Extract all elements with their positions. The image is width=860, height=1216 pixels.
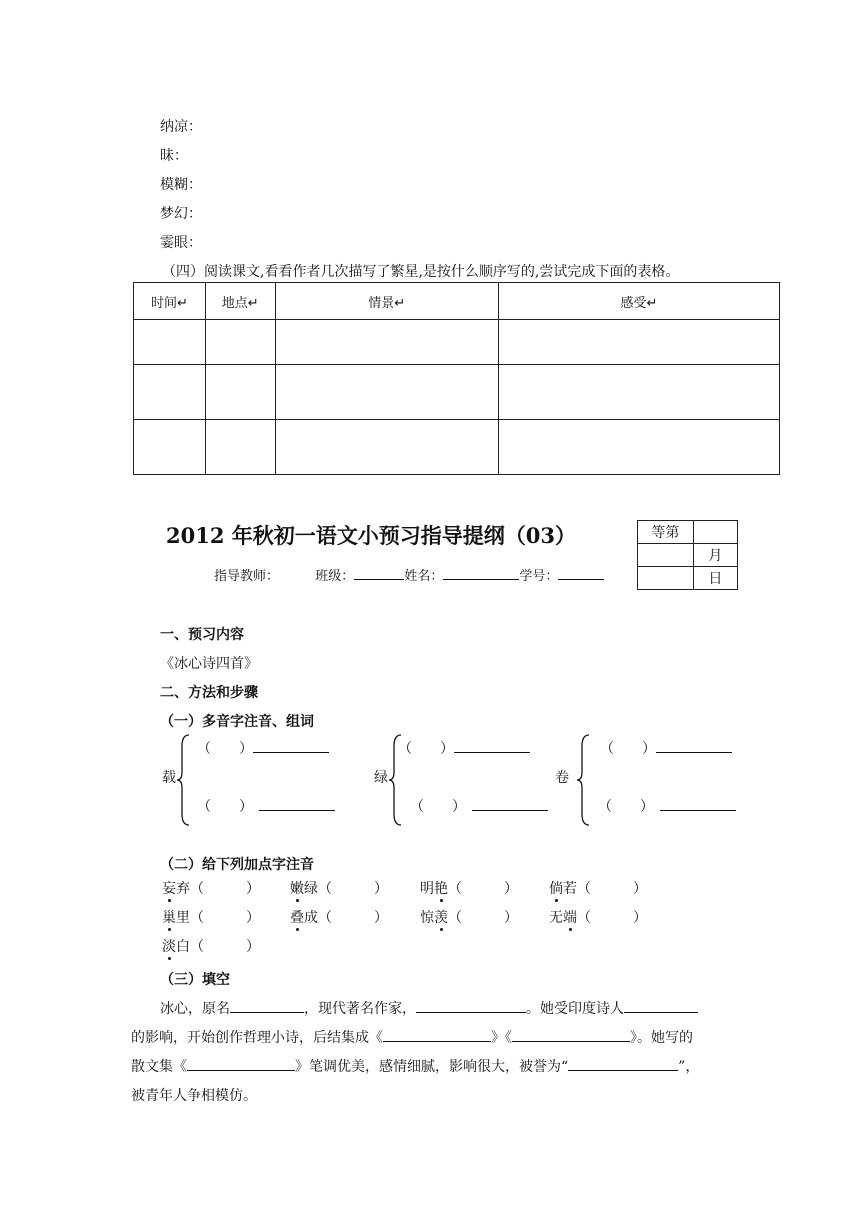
id-label: 学号： xyxy=(519,569,559,584)
word-field[interactable] xyxy=(656,738,732,753)
vocab-item: 梦幻： xyxy=(160,206,202,222)
fill-blank[interactable] xyxy=(383,1027,491,1042)
table-cell[interactable] xyxy=(134,420,206,475)
pinyin-paren: （ ） xyxy=(598,799,654,815)
word-field[interactable] xyxy=(454,738,530,753)
fill-blank[interactable] xyxy=(568,1056,678,1071)
list-item: 明艳（ ） xyxy=(420,881,518,897)
name-label: 姓名： xyxy=(404,569,444,584)
list-item: 嫩绿（ ） xyxy=(290,881,388,897)
table-cell[interactable] xyxy=(275,320,498,365)
list-item: 淡白（ ） xyxy=(162,939,260,955)
fill-line: 散文集《 》笔调优美，感情细腻，影响很大，被誉为“ ”， xyxy=(131,1056,699,1076)
header-feeling: 感受↵ xyxy=(498,283,779,320)
poly-char: 载 xyxy=(162,770,176,786)
list-item: 巢里（ ） xyxy=(162,910,260,926)
pinyin-paren: （ ） xyxy=(410,799,466,815)
vocab-item: 纳凉： xyxy=(160,119,202,135)
table-cell[interactable] xyxy=(498,320,779,365)
info-line xyxy=(214,565,604,584)
brace-icon xyxy=(576,734,590,826)
table-cell[interactable] xyxy=(134,365,206,420)
class-label: 班级： xyxy=(315,569,355,584)
list-item: 惊羡（ ） xyxy=(420,910,518,926)
month-label: 月 xyxy=(693,544,737,567)
fill-blank[interactable] xyxy=(624,998,698,1013)
header-scene: 情景↵ xyxy=(275,283,498,320)
day-label: 日 xyxy=(693,567,737,590)
pinyin-paren: （ ） xyxy=(398,741,454,757)
list-item: 倘若（ ） xyxy=(549,881,647,897)
grade-box xyxy=(637,520,738,590)
vocab-item: 昧： xyxy=(160,148,188,164)
fill-blank[interactable] xyxy=(416,998,526,1013)
table-cell[interactable] xyxy=(498,420,779,475)
fill-blank[interactable] xyxy=(512,1027,630,1042)
word-field[interactable] xyxy=(253,738,329,753)
section1-content: 《冰心诗四首》 xyxy=(160,656,258,672)
grade-value[interactable] xyxy=(693,521,737,544)
pinyin-paren: （ ） xyxy=(600,741,656,757)
pinyin-paren: （ ） xyxy=(197,741,253,757)
table-cell[interactable] xyxy=(275,420,498,475)
task4-instruction: （四）阅读课文,看看作者几次描写了繁星,是按什么顺序写的,尝试完成下面的表格。 xyxy=(162,264,680,280)
word-field[interactable] xyxy=(259,796,335,811)
table-cell[interactable] xyxy=(498,365,779,420)
table-cell[interactable] xyxy=(205,365,275,420)
vocab-item: 模糊： xyxy=(160,177,202,193)
word-field[interactable] xyxy=(472,796,548,811)
brace-icon xyxy=(176,734,190,826)
list-item: 妄弃（ ） xyxy=(162,881,260,897)
table-cell[interactable] xyxy=(134,320,206,365)
pinyin-paren: （ ） xyxy=(197,799,253,815)
poly-char: 卷 xyxy=(555,770,569,786)
name-field[interactable] xyxy=(443,565,519,580)
header-time: 时间↵ xyxy=(134,283,206,320)
teacher-label: 指导教师： xyxy=(214,569,280,584)
id-field[interactable] xyxy=(558,565,604,580)
page-title: 2012 年秋初一语文小预习指导提纲（03） xyxy=(166,523,576,548)
fill-blank[interactable] xyxy=(230,998,304,1013)
sub2-heading: （二）给下列加点字注音 xyxy=(160,857,314,873)
day-value[interactable] xyxy=(638,567,694,590)
word-field[interactable] xyxy=(660,796,736,811)
sub1-heading: （一）多音字注音、组词 xyxy=(160,714,314,730)
table-cell[interactable] xyxy=(275,365,498,420)
section2-heading: 二、方法和步骤 xyxy=(160,685,258,701)
sub3-heading: （三）填空 xyxy=(160,972,230,988)
table-cell[interactable] xyxy=(205,420,275,475)
vocab-item: 霎眼： xyxy=(160,235,202,251)
observation-table xyxy=(133,282,780,475)
fill-line: 冰心，原名 ，现代著名作家， 。她受印度诗人 xyxy=(160,998,698,1018)
fill-blank[interactable] xyxy=(187,1056,295,1071)
grade-label: 等第 xyxy=(638,521,694,544)
list-item: 叠成（ ） xyxy=(290,910,388,926)
header-place: 地点↵ xyxy=(205,283,275,320)
list-item: 无端（ ） xyxy=(549,910,647,926)
section1-heading: 一、预习内容 xyxy=(160,627,244,643)
table-cell[interactable] xyxy=(205,320,275,365)
poly-char: 绿 xyxy=(374,770,388,786)
fill-line: 被青年人争相模仿。 xyxy=(131,1088,257,1104)
fill-line: 的影响，开始创作哲理小诗，后结集成《 》《 》。她写的 xyxy=(131,1027,693,1047)
class-field[interactable] xyxy=(354,565,404,580)
month-value[interactable] xyxy=(638,544,694,567)
